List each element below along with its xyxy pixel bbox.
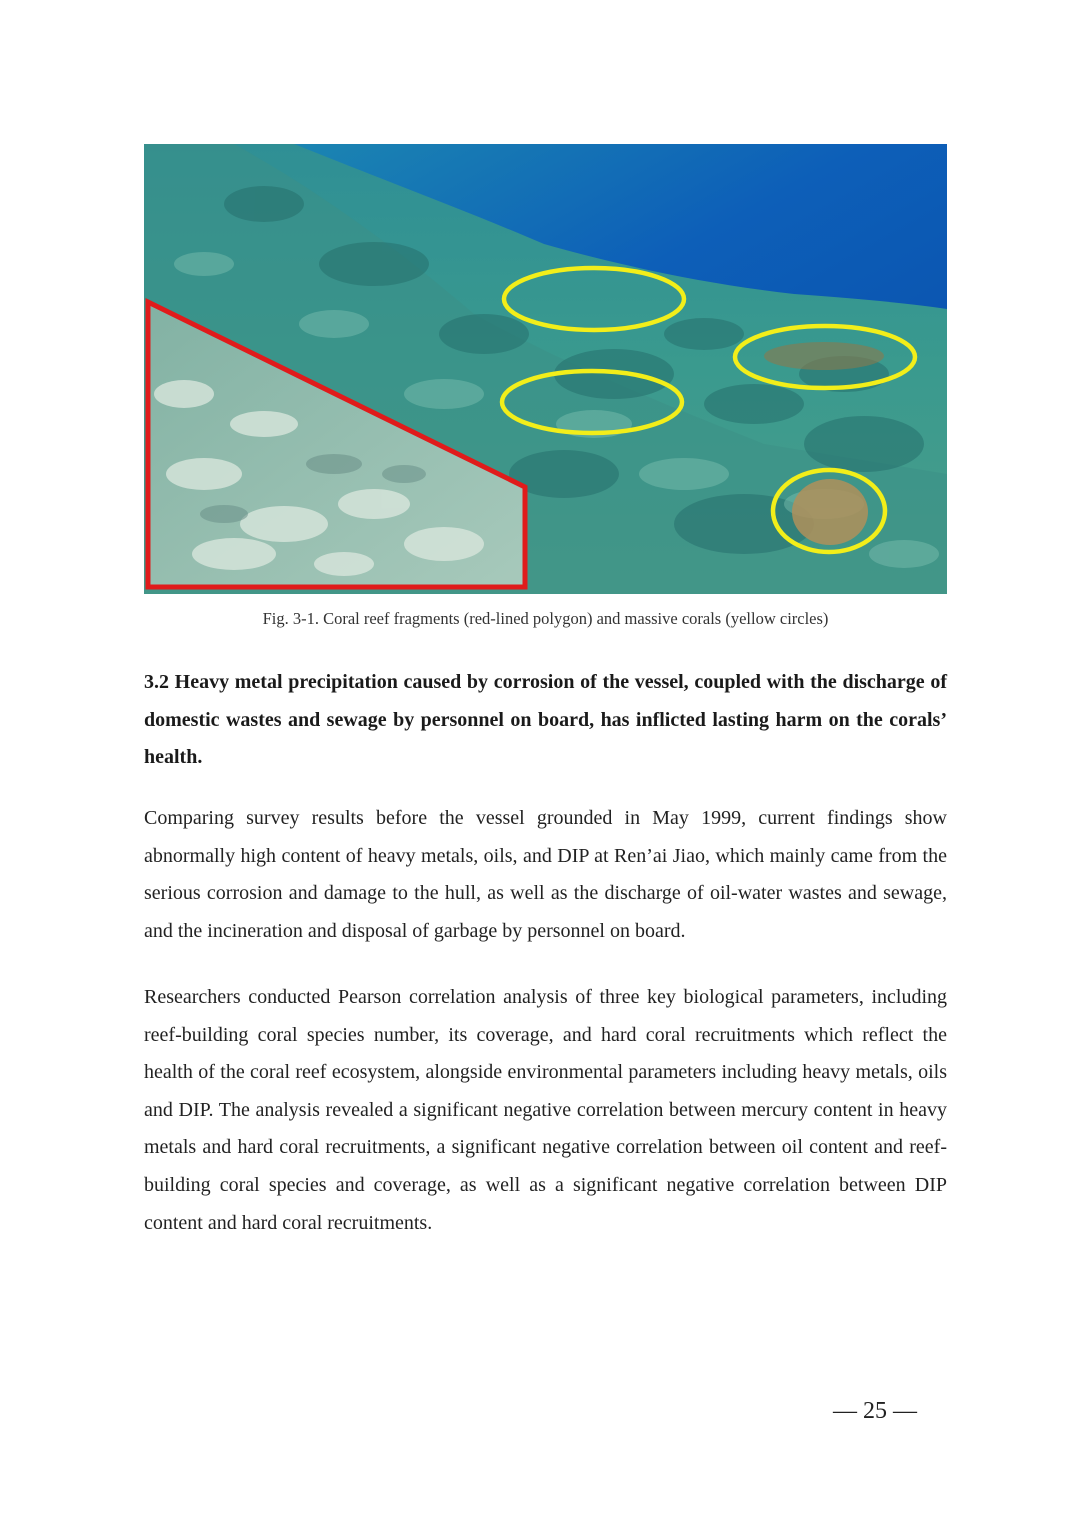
page-number: — 25 — [833,1398,917,1424]
figure-caption: Fig. 3-1. Coral reef fragments (red-lined polygon) and massive corals (yellow circles) [262,609,829,628]
body-paragraph-2: Researchers conducted Pearson correlation analysis of three key biological parameters, including reef-building coral species number, its coverage, and hard coral recruitments which reflect the health of the coral reef ecosystem, alongside environmental parameters including heavy metals, oils and DIP. The analysis revealed a significant negative correlation between mercury content in heavy metals and hard coral recruitments, a significant negative correlation between oil content and reef-building coral species and coverage, as well as a significant negative correlation between DIP content and hard coral recruitments. [144,986,947,1234]
coral-reef-photo [144,144,947,594]
body-paragraph-1: Comparing survey results before the vessel grounded in May 1999, current findings show abnormally high content of heavy metals, oils, and DIP at Ren’ai Jiao, which mainly came from the serious corrosion and damage to the hull, as well as the discharge of oil-water wastes and sewage, and the incineration and disposal of garbage by personnel on board. [144,807,947,942]
section-heading: 3.2 Heavy metal precipitation caused by corrosion of the vessel, coupled with the discharge of domestic wastes and sewage by personnel on board, has inflicted lasting harm on the corals’ health. [144,671,947,768]
